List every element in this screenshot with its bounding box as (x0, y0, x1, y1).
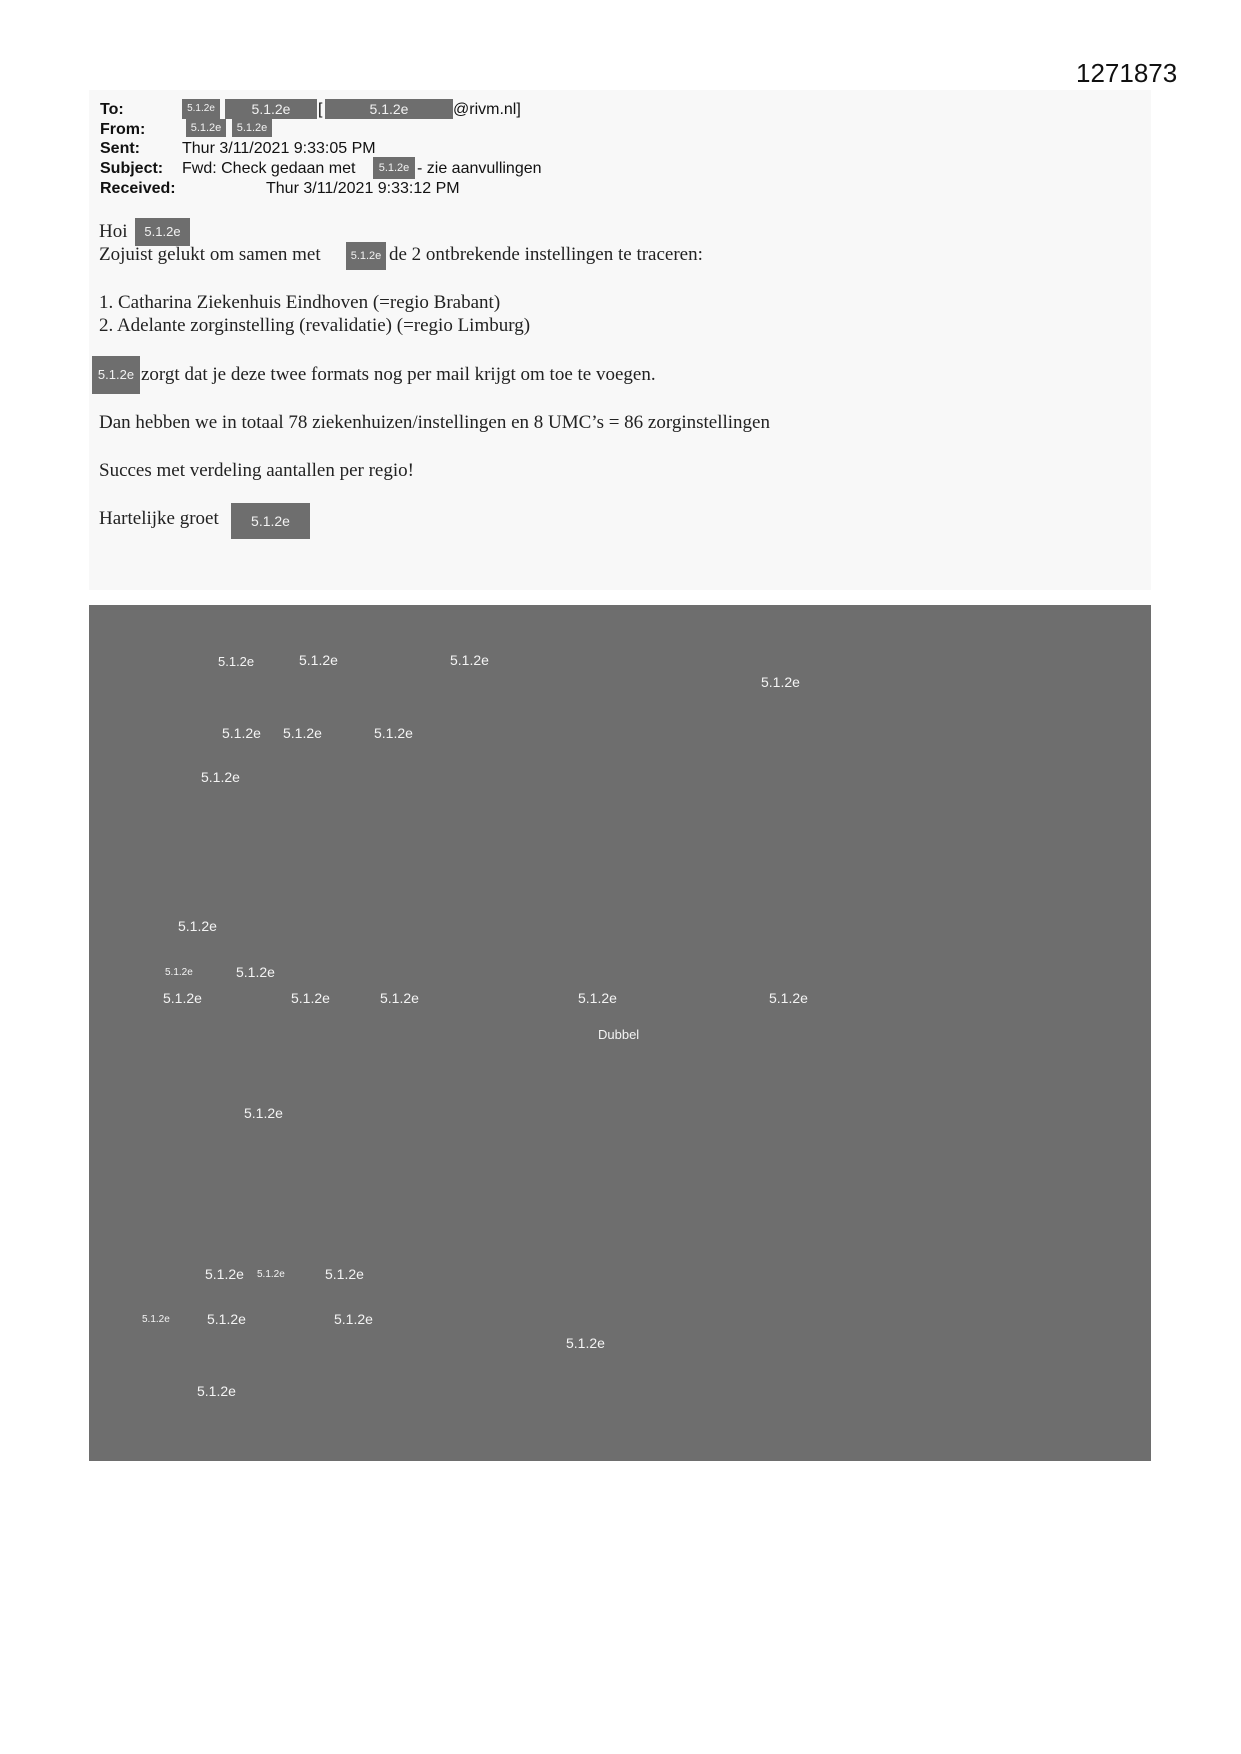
redaction-code: 5.1.2e (291, 990, 330, 1006)
redaction-box: 5.1.2e (186, 119, 226, 137)
to-bracket: [ (318, 101, 323, 118)
redaction-code: 5.1.2e (142, 1314, 170, 1325)
received-label: Received: (100, 180, 176, 197)
body-line-3: Dan hebben we in totaal 78 ziekenhuizen/instellingen en 8 UMC’s = 86 zorginstellingen (99, 412, 770, 433)
redaction-code: 5.1.2e (566, 1335, 605, 1351)
redaction-code: 5.1.2e (334, 1311, 373, 1327)
body-line-1-end: de 2 ontbrekende instellingen te traceren: (389, 244, 703, 265)
document-id: 1271873 (1076, 58, 1178, 88)
redaction-code: 5.1.2e (178, 918, 217, 934)
redaction-box: 5.1.2e (232, 119, 272, 137)
redaction-code: 5.1.2e (769, 990, 808, 1006)
redaction-code: 5.1.2e (374, 725, 413, 741)
redaction-code: 5.1.2e (257, 1269, 285, 1280)
redaction-code: 5.1.2e (283, 725, 322, 741)
received-value: Thur 3/11/2021 9:33:12 PM (266, 180, 460, 197)
list-item: 2. Adelante zorginstelling (revalidatie) (=regio Limburg) (99, 315, 531, 336)
body-line-4: Succes met verdeling aantallen per regio! (99, 460, 414, 481)
from-label: From: (100, 121, 146, 138)
redaction-code: 5.1.2e (236, 964, 275, 980)
redaction-code: 5.1.2e (163, 990, 202, 1006)
redaction-code: 5.1.2e (450, 652, 489, 668)
redaction-box: 5.1.2e (346, 242, 386, 270)
redaction-code: 5.1.2e (205, 1266, 244, 1282)
redaction-box: 5.1.2e (92, 356, 140, 394)
redaction-code: 5.1.2e (165, 967, 193, 978)
redaction-box: 5.1.2e (182, 99, 220, 119)
subject-label: Subject: (100, 160, 164, 177)
subject-prefix: Fwd: Check gedaan met (182, 160, 356, 177)
sent-value: Thur 3/11/2021 9:33:05 PM (182, 140, 376, 157)
closing: Hartelijke groet (99, 508, 219, 529)
redaction-box: 5.1.2e (135, 218, 190, 246)
redaction-code: 5.1.2e (197, 1383, 236, 1399)
redaction-box: 5.1.2e (231, 503, 310, 539)
redaction-box: 5.1.2e (325, 99, 453, 119)
subject-suffix: - zie aanvullingen (417, 160, 542, 177)
redaction-code: 5.1.2e (244, 1105, 283, 1121)
redaction-code: 5.1.2e (578, 990, 617, 1006)
redaction-code: 5.1.2e (207, 1311, 246, 1327)
body-line-2: zorgt dat je deze twee formats nog per mail krijgt om toe te voegen. (141, 364, 656, 385)
to-label: To: (100, 101, 124, 118)
redaction-box: 5.1.2e (225, 99, 317, 119)
to-domain: @rivm.nl] (453, 101, 521, 118)
dubbel-label: Dubbel (598, 1027, 640, 1042)
sent-label: Sent: (100, 140, 140, 157)
list-item: 1. Catharina Ziekenhuis Eindhoven (=regio Brabant) (99, 292, 501, 313)
redaction-code: 5.1.2e (201, 769, 240, 785)
redaction-code: 5.1.2e (380, 990, 419, 1006)
greeting: Hoi (99, 221, 128, 242)
redaction-code: 5.1.2e (299, 652, 338, 668)
redaction-code: 5.1.2e (218, 654, 255, 669)
redaction-code: 5.1.2e (222, 725, 261, 741)
redaction-code: 5.1.2e (325, 1266, 364, 1282)
redaction-code: 5.1.2e (761, 674, 800, 690)
redaction-box: 5.1.2e (373, 157, 415, 179)
body-line-1-start: Zojuist gelukt om samen met (99, 244, 321, 265)
